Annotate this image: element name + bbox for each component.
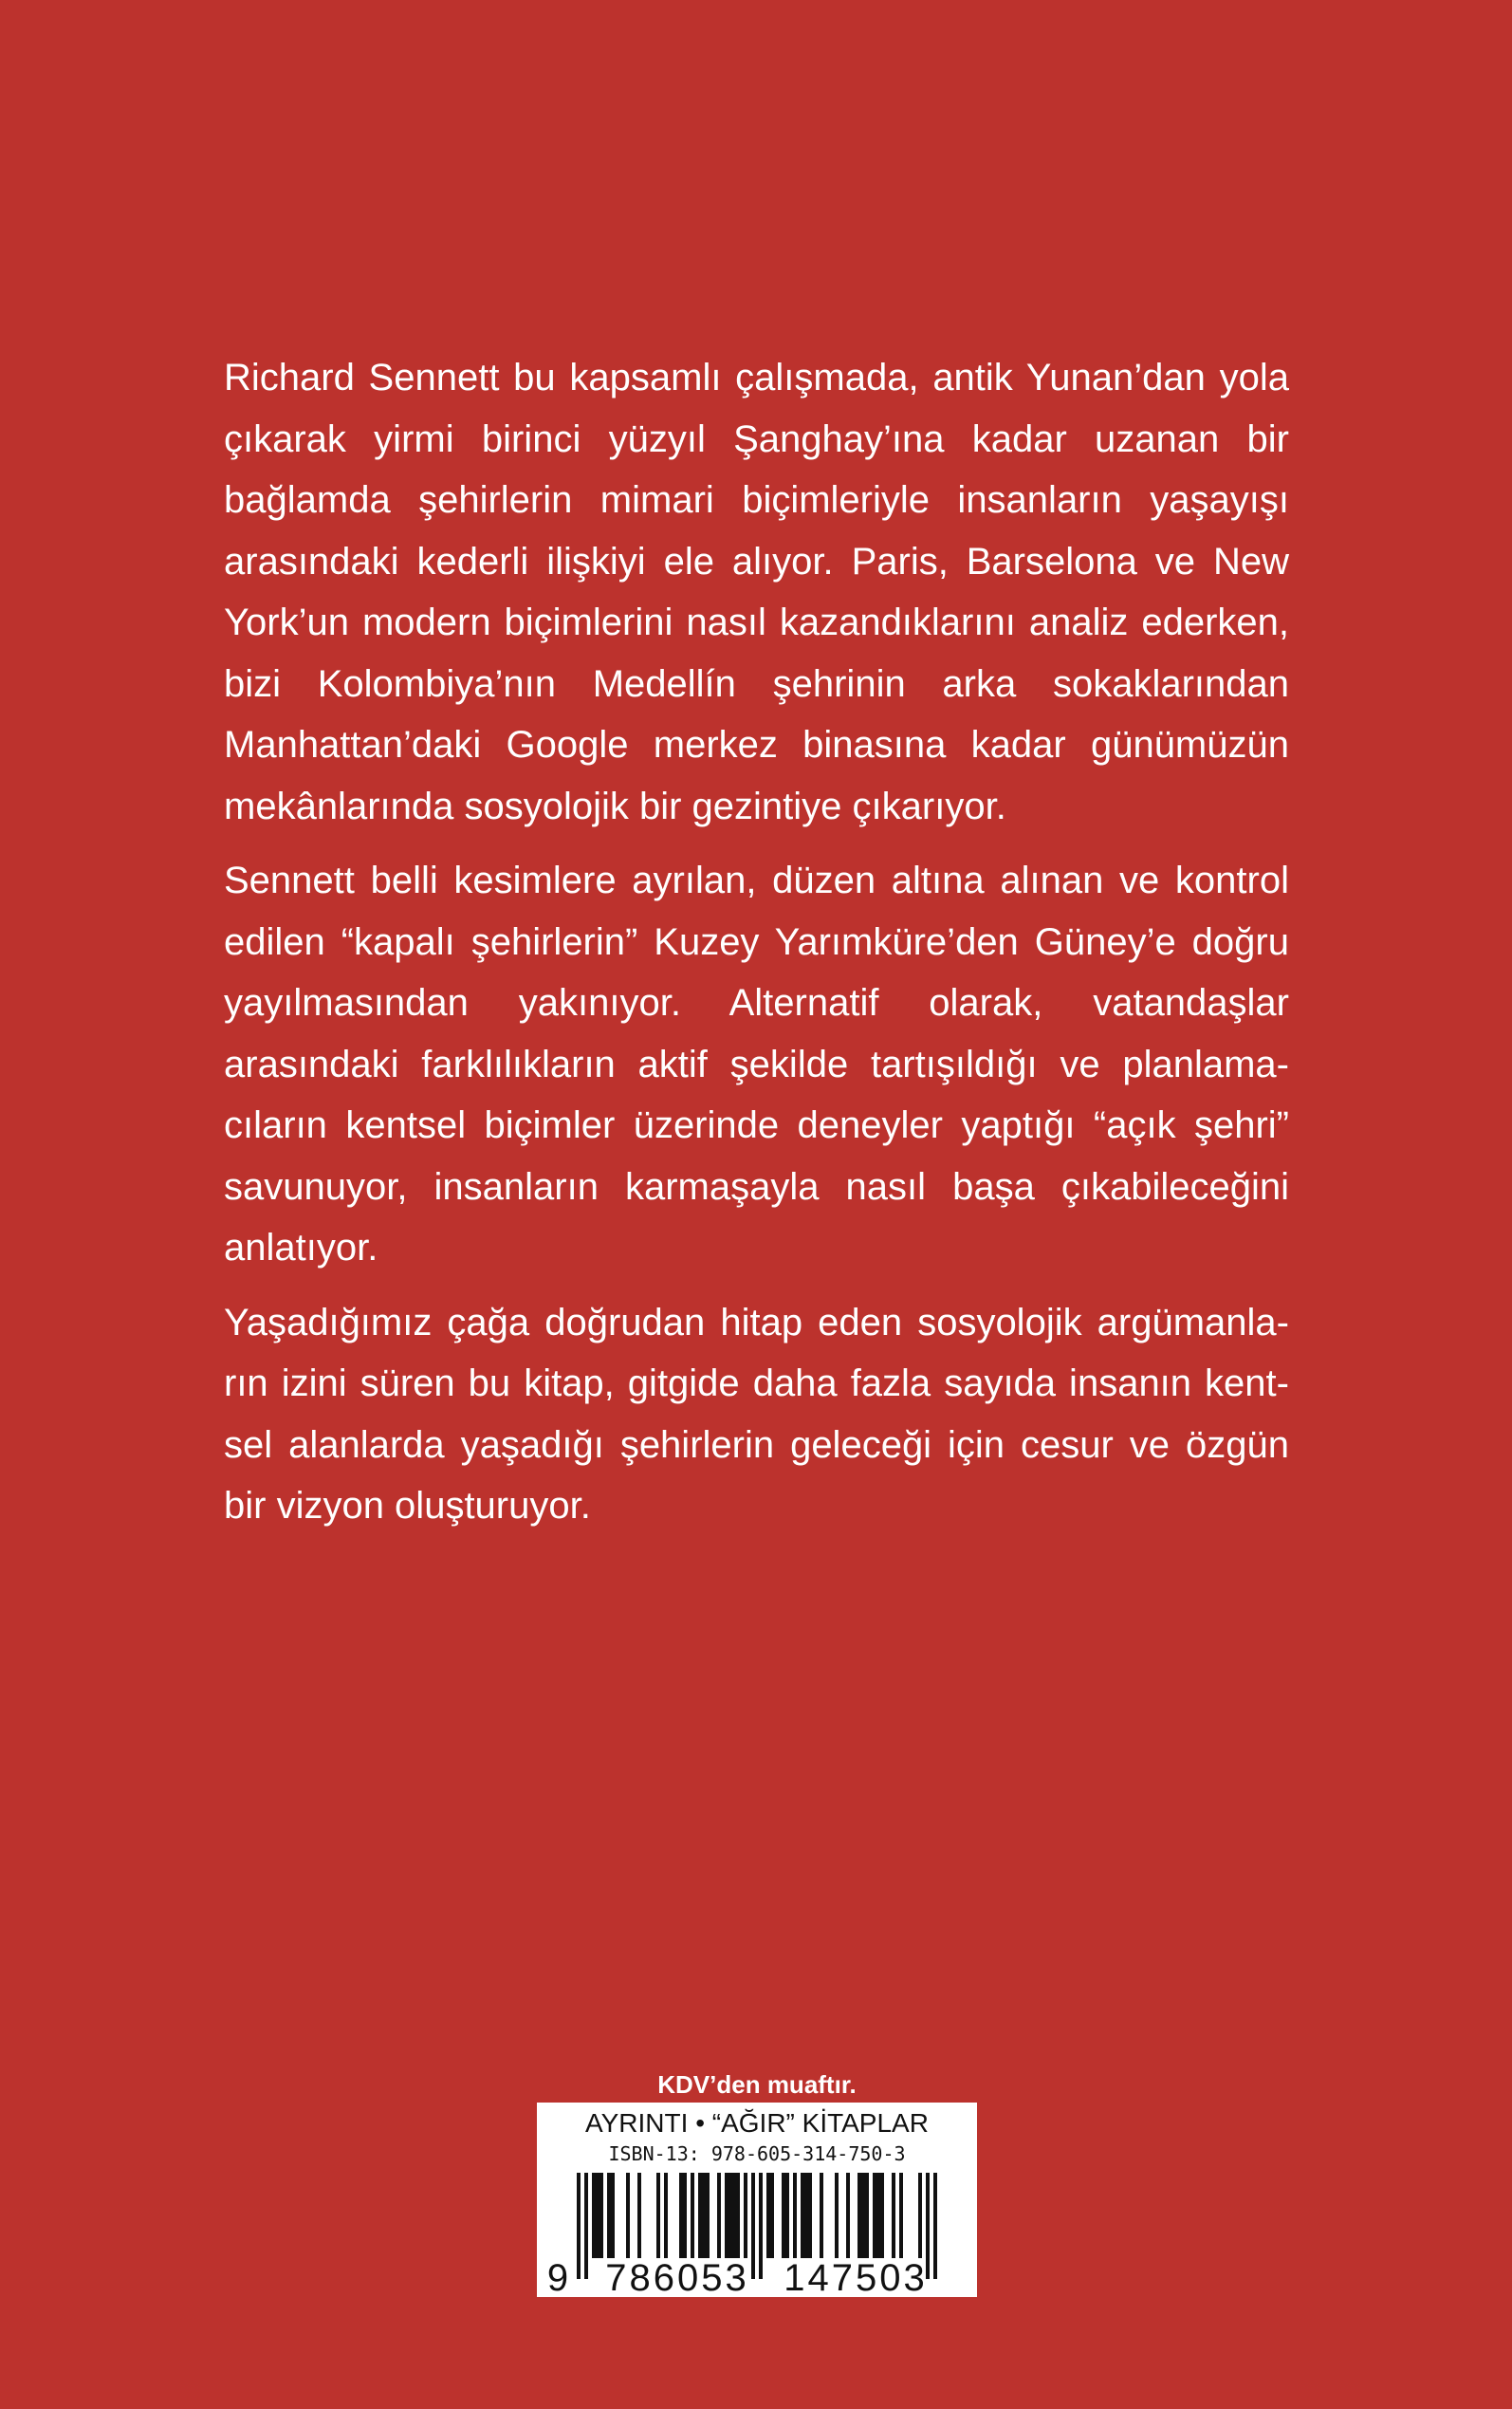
- barcode-bar: [679, 2173, 683, 2258]
- publisher-line: AYRINTI • “AĞIR” KİTAPLAR: [585, 2108, 929, 2138]
- barcode-bar: [637, 2173, 641, 2258]
- blurb-paragraph-3: Yaşadığımız çağa doğrudan hitap eden sosyolojik argümanların izini süren bu kitap, gitgide daha fazla sayıda insanın kentsel alanlarda yaşadığı şehirlerin geleceği için cesur ve özgün bir vizyon oluşturuyor.: [224, 1301, 1289, 1527]
- barcode-bar: [820, 2173, 823, 2258]
- barcode-bar: [857, 2173, 861, 2258]
- barcode-bar: [691, 2173, 694, 2258]
- barcode-bar: [880, 2173, 884, 2258]
- barcode-bar: [876, 2173, 880, 2258]
- barcode-bar: [785, 2173, 789, 2258]
- barcode-bar: [683, 2173, 687, 2258]
- barcode-guard-bar: [577, 2173, 581, 2279]
- barcode-guard-bar: [751, 2173, 755, 2279]
- barcode-bar: [793, 2173, 797, 2258]
- barcode-first-digit: 9: [546, 2257, 569, 2297]
- barcode-bar: [592, 2173, 596, 2258]
- barcode-right-digits: 147503: [784, 2257, 928, 2297]
- barcode-bar: [607, 2173, 611, 2258]
- barcode-bar: [664, 2173, 668, 2258]
- barcode-bar: [656, 2173, 660, 2258]
- barcode-bar: [596, 2173, 599, 2258]
- barcode-guard-bar: [759, 2173, 763, 2279]
- barcode-guard-bar: [584, 2173, 588, 2279]
- blurb-paragraph-1: Richard Sennett bu kapsamlı çalışmada, antik Yunan’dan yola çıkarak yirmi birinci yüzyıl Şanghay’ına kadar uzanan bir bağlamda şehirlerin mimari biçimleriyle insanların yaşayışı arasındaki kederli ilişkiyi ele alıyor. Paris, Barselona ve New York’un modern biçimlerini nasıl kazandıklarını analiz ederken, bizi Kolombiya’nın Medellín şehrinin arka sokaklarından Manhattan’daki Google merkez binasına kadar günümüzün mekânlarında sosyolojik bir gezintiye çıkarıyor.: [224, 357, 1289, 827]
- barcode-bar: [736, 2173, 740, 2258]
- back-cover-blurb: [224, 347, 1289, 1550]
- barcode-bar: [728, 2173, 732, 2258]
- barcode-bar: [846, 2173, 850, 2258]
- barcode-bar: [899, 2173, 903, 2258]
- barcode-bar: [892, 2173, 895, 2258]
- barcode-bar: [626, 2173, 630, 2258]
- barcode-bar: [702, 2173, 706, 2258]
- barcode-bar: [770, 2173, 774, 2258]
- barcode-bar: [706, 2173, 710, 2258]
- barcode-bar: [801, 2173, 804, 2258]
- barcode: [537, 2169, 977, 2297]
- isbn-line: ISBN-13: 978-605-314-750-3: [608, 2142, 906, 2165]
- barcode-bar: [918, 2173, 922, 2258]
- barcode-guard-bar: [933, 2173, 937, 2279]
- barcode-bar: [782, 2173, 785, 2258]
- barcode-bar: [744, 2173, 747, 2258]
- barcode-bar: [873, 2173, 876, 2258]
- barcode-bar: [808, 2173, 812, 2258]
- isbn-barcode-label: [537, 2103, 977, 2297]
- barcode-bar: [835, 2173, 839, 2258]
- barcode-bar: [732, 2173, 736, 2258]
- barcode-bar: [861, 2173, 865, 2258]
- barcode-left-digits: 786053: [605, 2257, 749, 2297]
- blurb-paragraph-2: Sennett belli kesimlere ayrılan, düzen altına alınan ve kontrol edilen “kapalı şehirlerin” Kuzey Yarımküre’den Güney’e doğru yayılmasından yakınıyor. Alternatif olarak, vatandaşlar arasındaki farklılıkların aktif şekilde tartışıldığı ve planlamacıların kentsel biçimler üzerinde deneyler yaptığı “açık şehri” savunuyor, insanların karmaşayla nasıl başa çıkabileceğini anlatıyor.: [224, 860, 1289, 1269]
- barcode-bar: [717, 2173, 721, 2258]
- barcode-bar: [725, 2173, 728, 2258]
- barcode-bar: [804, 2173, 808, 2258]
- barcode-bar: [599, 2173, 603, 2258]
- barcode-bar: [865, 2173, 869, 2258]
- barcode-bar: [611, 2173, 615, 2258]
- barcode-bar: [698, 2173, 702, 2258]
- barcode-bar: [766, 2173, 770, 2258]
- tax-exempt-note: KDV’den muaftır.: [657, 2070, 857, 2099]
